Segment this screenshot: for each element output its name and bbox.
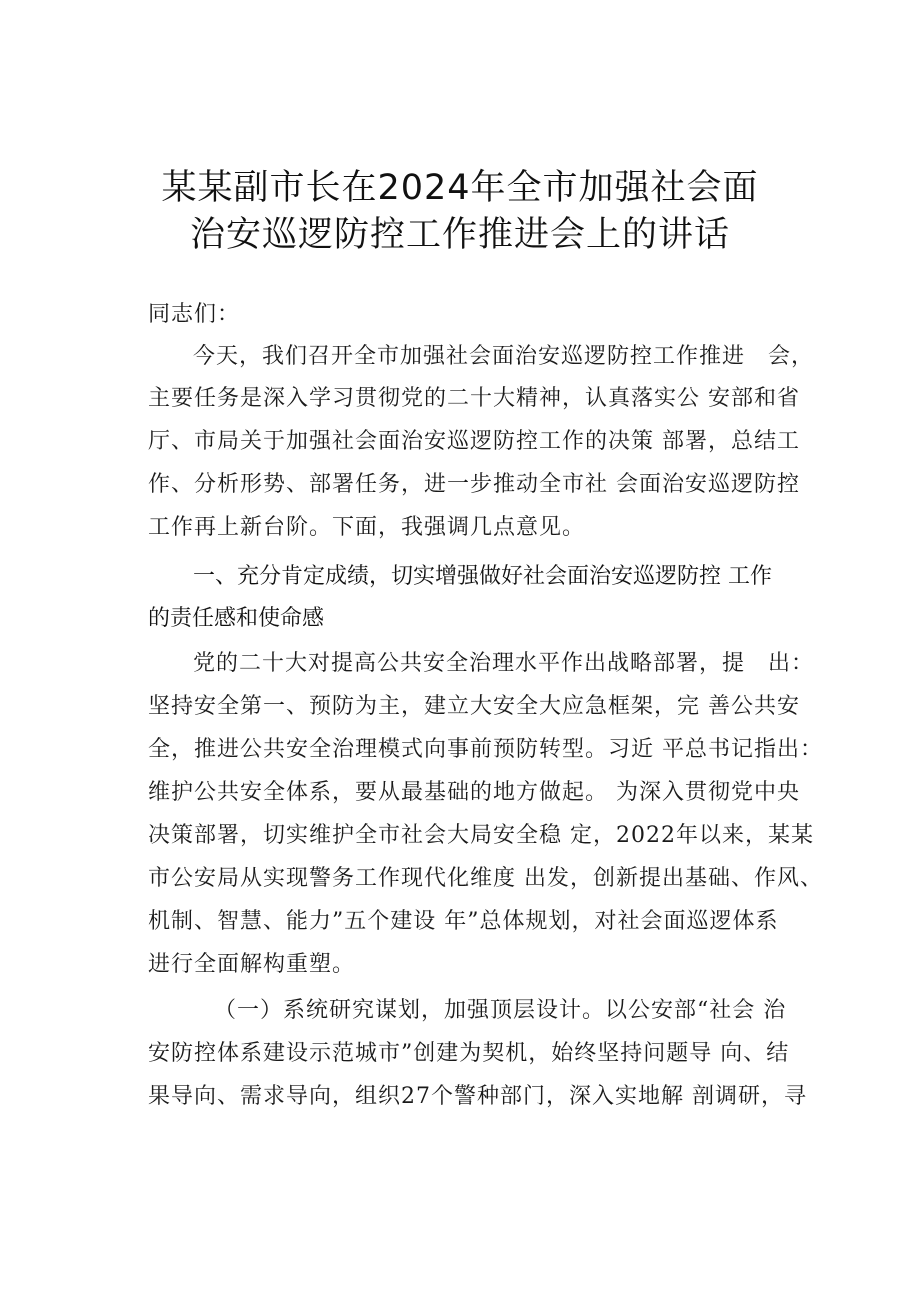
paragraph-2-line-2: 坚持安全第一、预防为主，建立大安全大应急框架，完 善公共安 [148, 694, 800, 719]
paragraph-2-line-7: 机制、智慧、能力”五个建设 年”总体规划，对社会面巡逻体系 [148, 909, 779, 934]
paragraph-1-line-2: 主要任务是深入学习贯彻党的二十大精神，认真落实公 安部和省 [148, 386, 800, 411]
paragraph-3-line-3: 果导向、需求导向，组织27个警种部门，深入实地解 剖调研，寻 [148, 1084, 807, 1109]
paragraph-2-line-4: 维护公共安全体系，要从最基础的地方做起。 为深入贯彻党中央 [148, 780, 800, 805]
section-1-heading-line-2: 的责任感和使命感 [148, 606, 325, 631]
paragraph-2-line-1: 党的二十大对提高公共安全治理水平作出战略部署，提 出： [193, 651, 815, 676]
title-line-2: 治安巡逻防控工作推进会上的讲话 [189, 215, 730, 255]
salutation: 同志们： [148, 302, 241, 327]
paragraph-2-line-8: 进行全面解构重塑。 [148, 952, 356, 977]
paragraph-3-line-2: 安防控体系建设示范城市”创建为契机，始终坚持问题导 向、结 [148, 1041, 790, 1066]
title-line-1: 某某副市长在2024年全市加强社会面 [161, 168, 759, 208]
paragraph-1-line-5: 工作再上新台阶。下面，我强调几点意见。 [148, 515, 586, 540]
paragraph-2-line-5: 决策部署，切实维护全市社会大局安全稳 定，2022年以来，某某 [148, 823, 814, 848]
paragraph-1-line-3: 厅、市局关于加强社会面治安巡逻防控工作的决策 部署，总结工 [148, 429, 800, 454]
paragraph-2-line-3: 全，推进公共安全治理模式向事前预防转型。习近 平总书记指出： [148, 737, 823, 762]
paragraph-1-line-4: 作、分析形势、部署任务，进一步推动全市社 会面治安巡逻防控 [148, 472, 800, 497]
paragraph-2-line-6: 市公安局从实现警务工作现代化维度 出发，创新提出基础、作风、 [148, 866, 823, 891]
section-1-heading-line-1: 一、充分肯定成绩，切实增强做好社会面治安巡逻防控 工作 [193, 564, 772, 589]
paragraph-3-line-1: （一）系统研究谋划，加强顶层设计。以公安部“社会 治 [214, 998, 787, 1023]
paragraph-1-line-1: 今天，我们召开全市加强社会面治安巡逻防控工作推进 会， [193, 344, 815, 369]
